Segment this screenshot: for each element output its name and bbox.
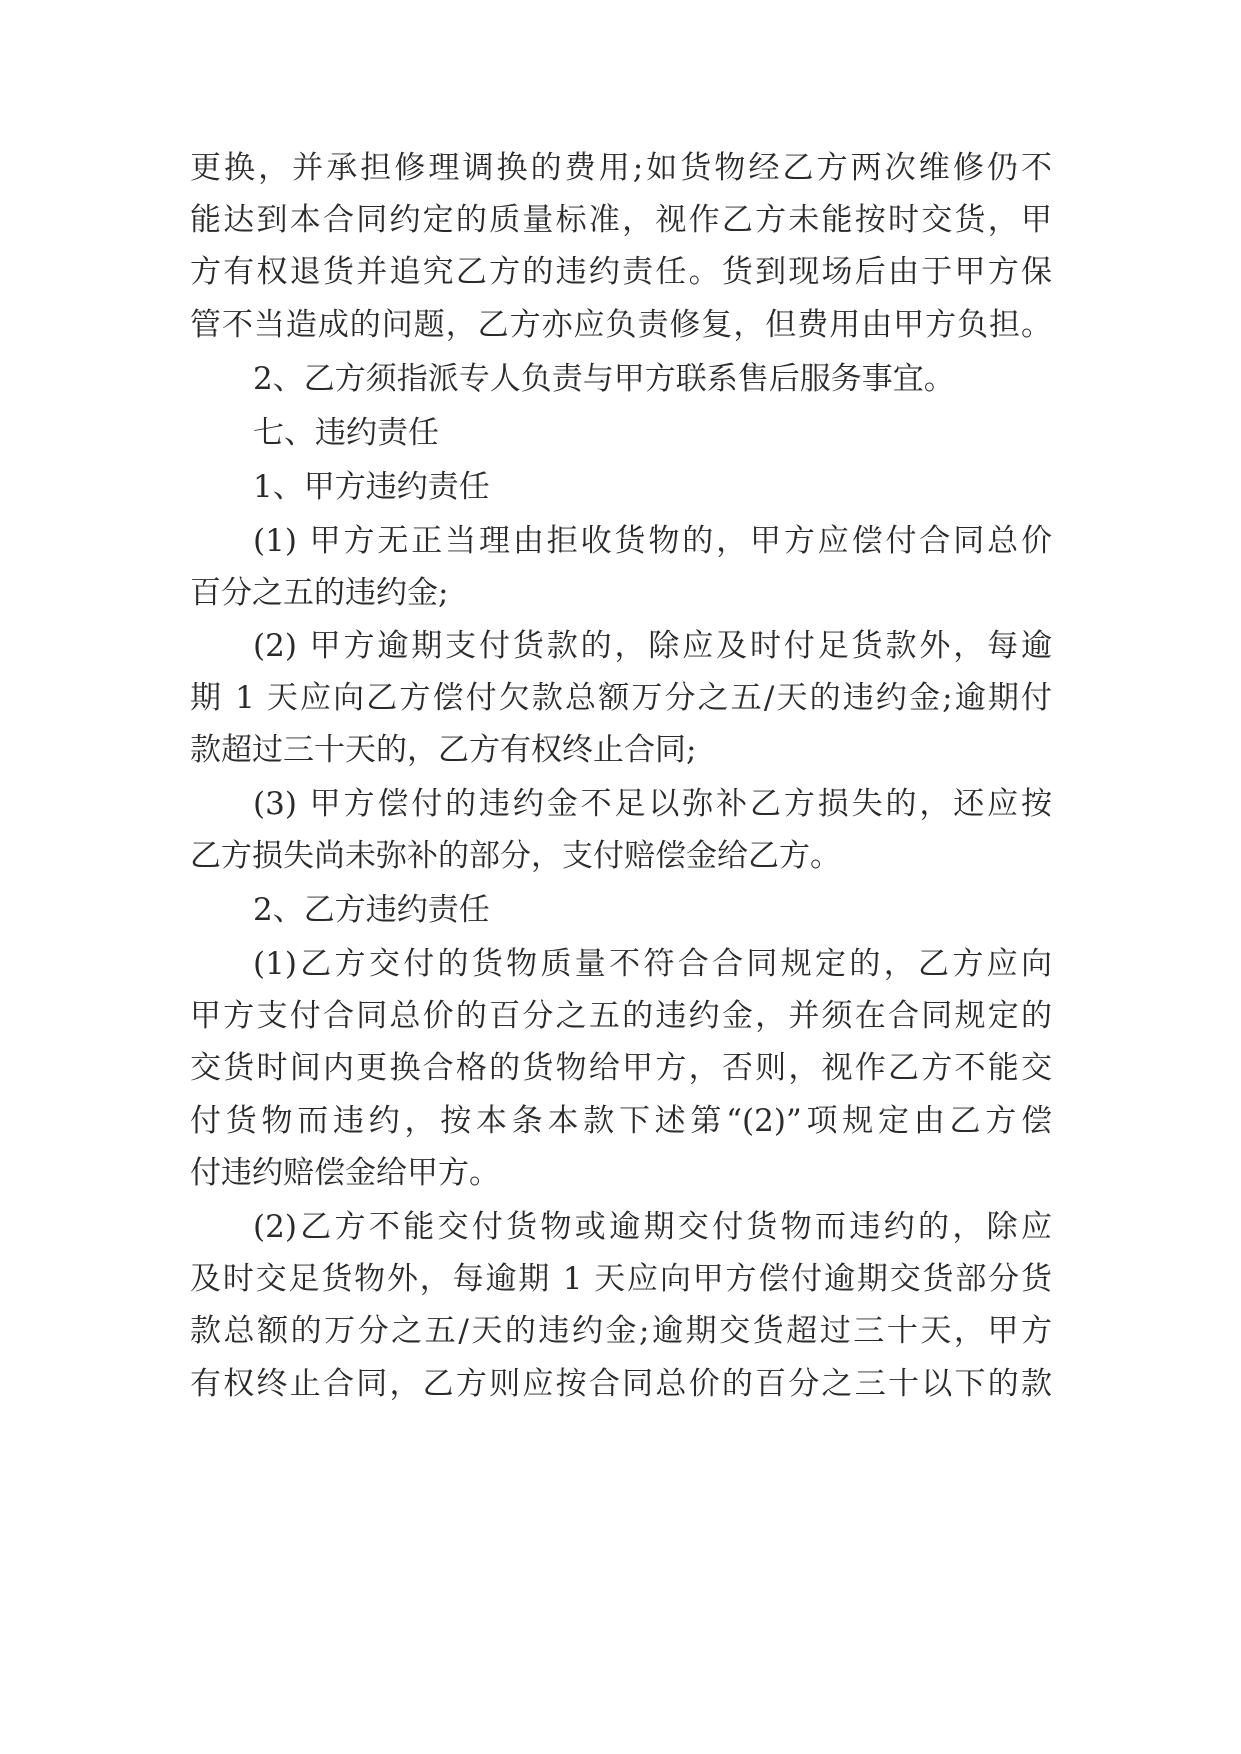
text-line: 更换，并承担修理调换的费用;如货物经乙方两次维修仍不 (190, 150, 1052, 186)
section-heading: 七、违约责任 (253, 415, 439, 451)
text-line: (3) 甲方偿付的违约金不足以弥补乙方损失的，还应按 (253, 786, 1052, 822)
text-line: (1)乙方交付的货物质量不符合合同规定的，乙方应向 (253, 946, 1052, 982)
text-line: 乙方损失尚未弥补的部分，支付赔偿金给乙方。 (190, 838, 841, 874)
text-line: 期 1 天应向乙方偿付欠款总额万分之五/天的违约金;逾期付 (190, 680, 1052, 716)
text-line: 及时交足货物外，每逾期 1 天应向甲方偿付逾期交货部分货 (190, 1261, 1052, 1297)
text-line: 款总额的万分之五/天的违约金;逾期交货超过三十天，甲方 (190, 1313, 1052, 1349)
text-line: 2、乙方须指派专人负责与甲方联系售后服务事宜。 (253, 361, 955, 397)
text-line: 甲方支付合同总价的百分之五的违约金，并须在合同规定的 (190, 998, 1052, 1034)
text-line: (1) 甲方无正当理由拒收货物的，甲方应偿付合同总价 (253, 523, 1052, 559)
text-line: 付违约赔偿金给甲方。 (190, 1155, 500, 1191)
text-line: 有权终止合同，乙方则应按合同总价的百分之三十以下的款 (190, 1366, 1052, 1402)
subsection-heading: 2、乙方违约责任 (253, 892, 490, 928)
text-line: (2)乙方不能交付货物或逾期交付货物而违约的，除应 (253, 1209, 1052, 1245)
text-line: 付货物而违约，按本条本款下述第“(2)”项规定由乙方偿 (190, 1103, 1052, 1139)
text-line: 款超过三十天的，乙方有权终止合同; (190, 732, 697, 768)
text-line: 百分之五的违约金; (190, 575, 449, 611)
subsection-heading: 1、甲方违约责任 (253, 469, 490, 505)
text-line: 能达到本合同约定的质量标准，视作乙方未能按时交货，甲 (190, 202, 1052, 238)
text-line: 交货时间内更换合格的货物给甲方，否则，视作乙方不能交 (190, 1050, 1052, 1086)
text-line: 方有权退货并追究乙方的违约责任。货到现场后由于甲方保 (190, 254, 1052, 290)
text-line: 管不当造成的问题，乙方亦应负责修复，但费用由甲方负担。 (190, 307, 1052, 343)
text-line: (2) 甲方逾期支付货款的，除应及时付足货款外，每逾 (253, 628, 1052, 664)
